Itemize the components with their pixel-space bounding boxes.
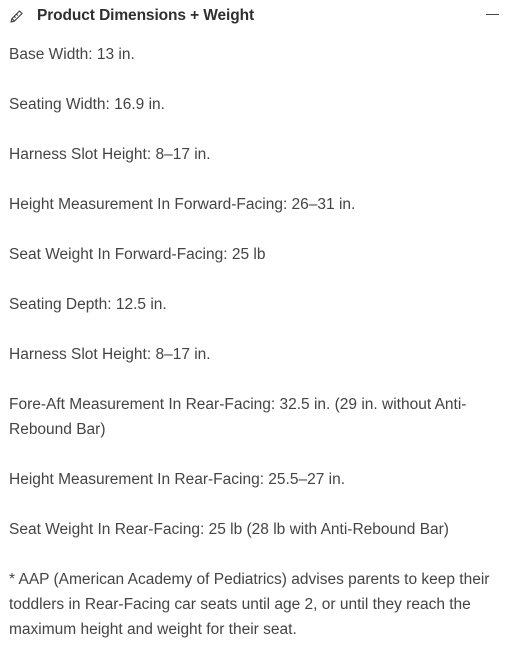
accordion-header-product-dimensions[interactable]	[0, 0, 510, 34]
spec-item-height-rear-facing: Height Measurement In Rear-Facing: 25.5–27 in.	[9, 471, 346, 488]
spec-item-seating-width: Seating Width: 16.9 in.	[9, 96, 165, 113]
minus-icon[interactable]	[486, 14, 499, 15]
spec-item-fore-aft-rear-facing: Fore-Aft Measurement In Rear-Facing: 32.5 in. (29 in. without Anti-Rebound Bar)	[9, 396, 467, 438]
spec-item-harness-slot-height: Harness Slot Height: 8–17 in.	[9, 146, 211, 163]
ruler-pencil-icon	[9, 8, 25, 24]
spec-item-base-width: Base Width: 13 in.	[9, 46, 135, 63]
spec-item-seat-weight-forward-facing: Seat Weight In Forward-Facing: 25 lb	[9, 246, 266, 263]
spec-item-seat-weight-rear-facing: Seat Weight In Rear-Facing: 25 lb (28 lb with Anti-Rebound Bar)	[9, 521, 449, 538]
spec-item-height-forward-facing: Height Measurement In Forward-Facing: 26–31 in.	[9, 196, 356, 213]
spec-item-harness-slot-height-2: Harness Slot Height: 8–17 in.	[9, 346, 211, 363]
aap-footnote: * AAP (American Academy of Pediatrics) advises parents to keep their toddlers in Rear-Facing car seats until age 2, or until they reach the maximum height and weight for their seat.	[9, 571, 490, 638]
section-title: Product Dimensions + Weight	[37, 7, 255, 24]
spec-item-seating-depth: Seating Depth: 12.5 in.	[9, 296, 167, 313]
